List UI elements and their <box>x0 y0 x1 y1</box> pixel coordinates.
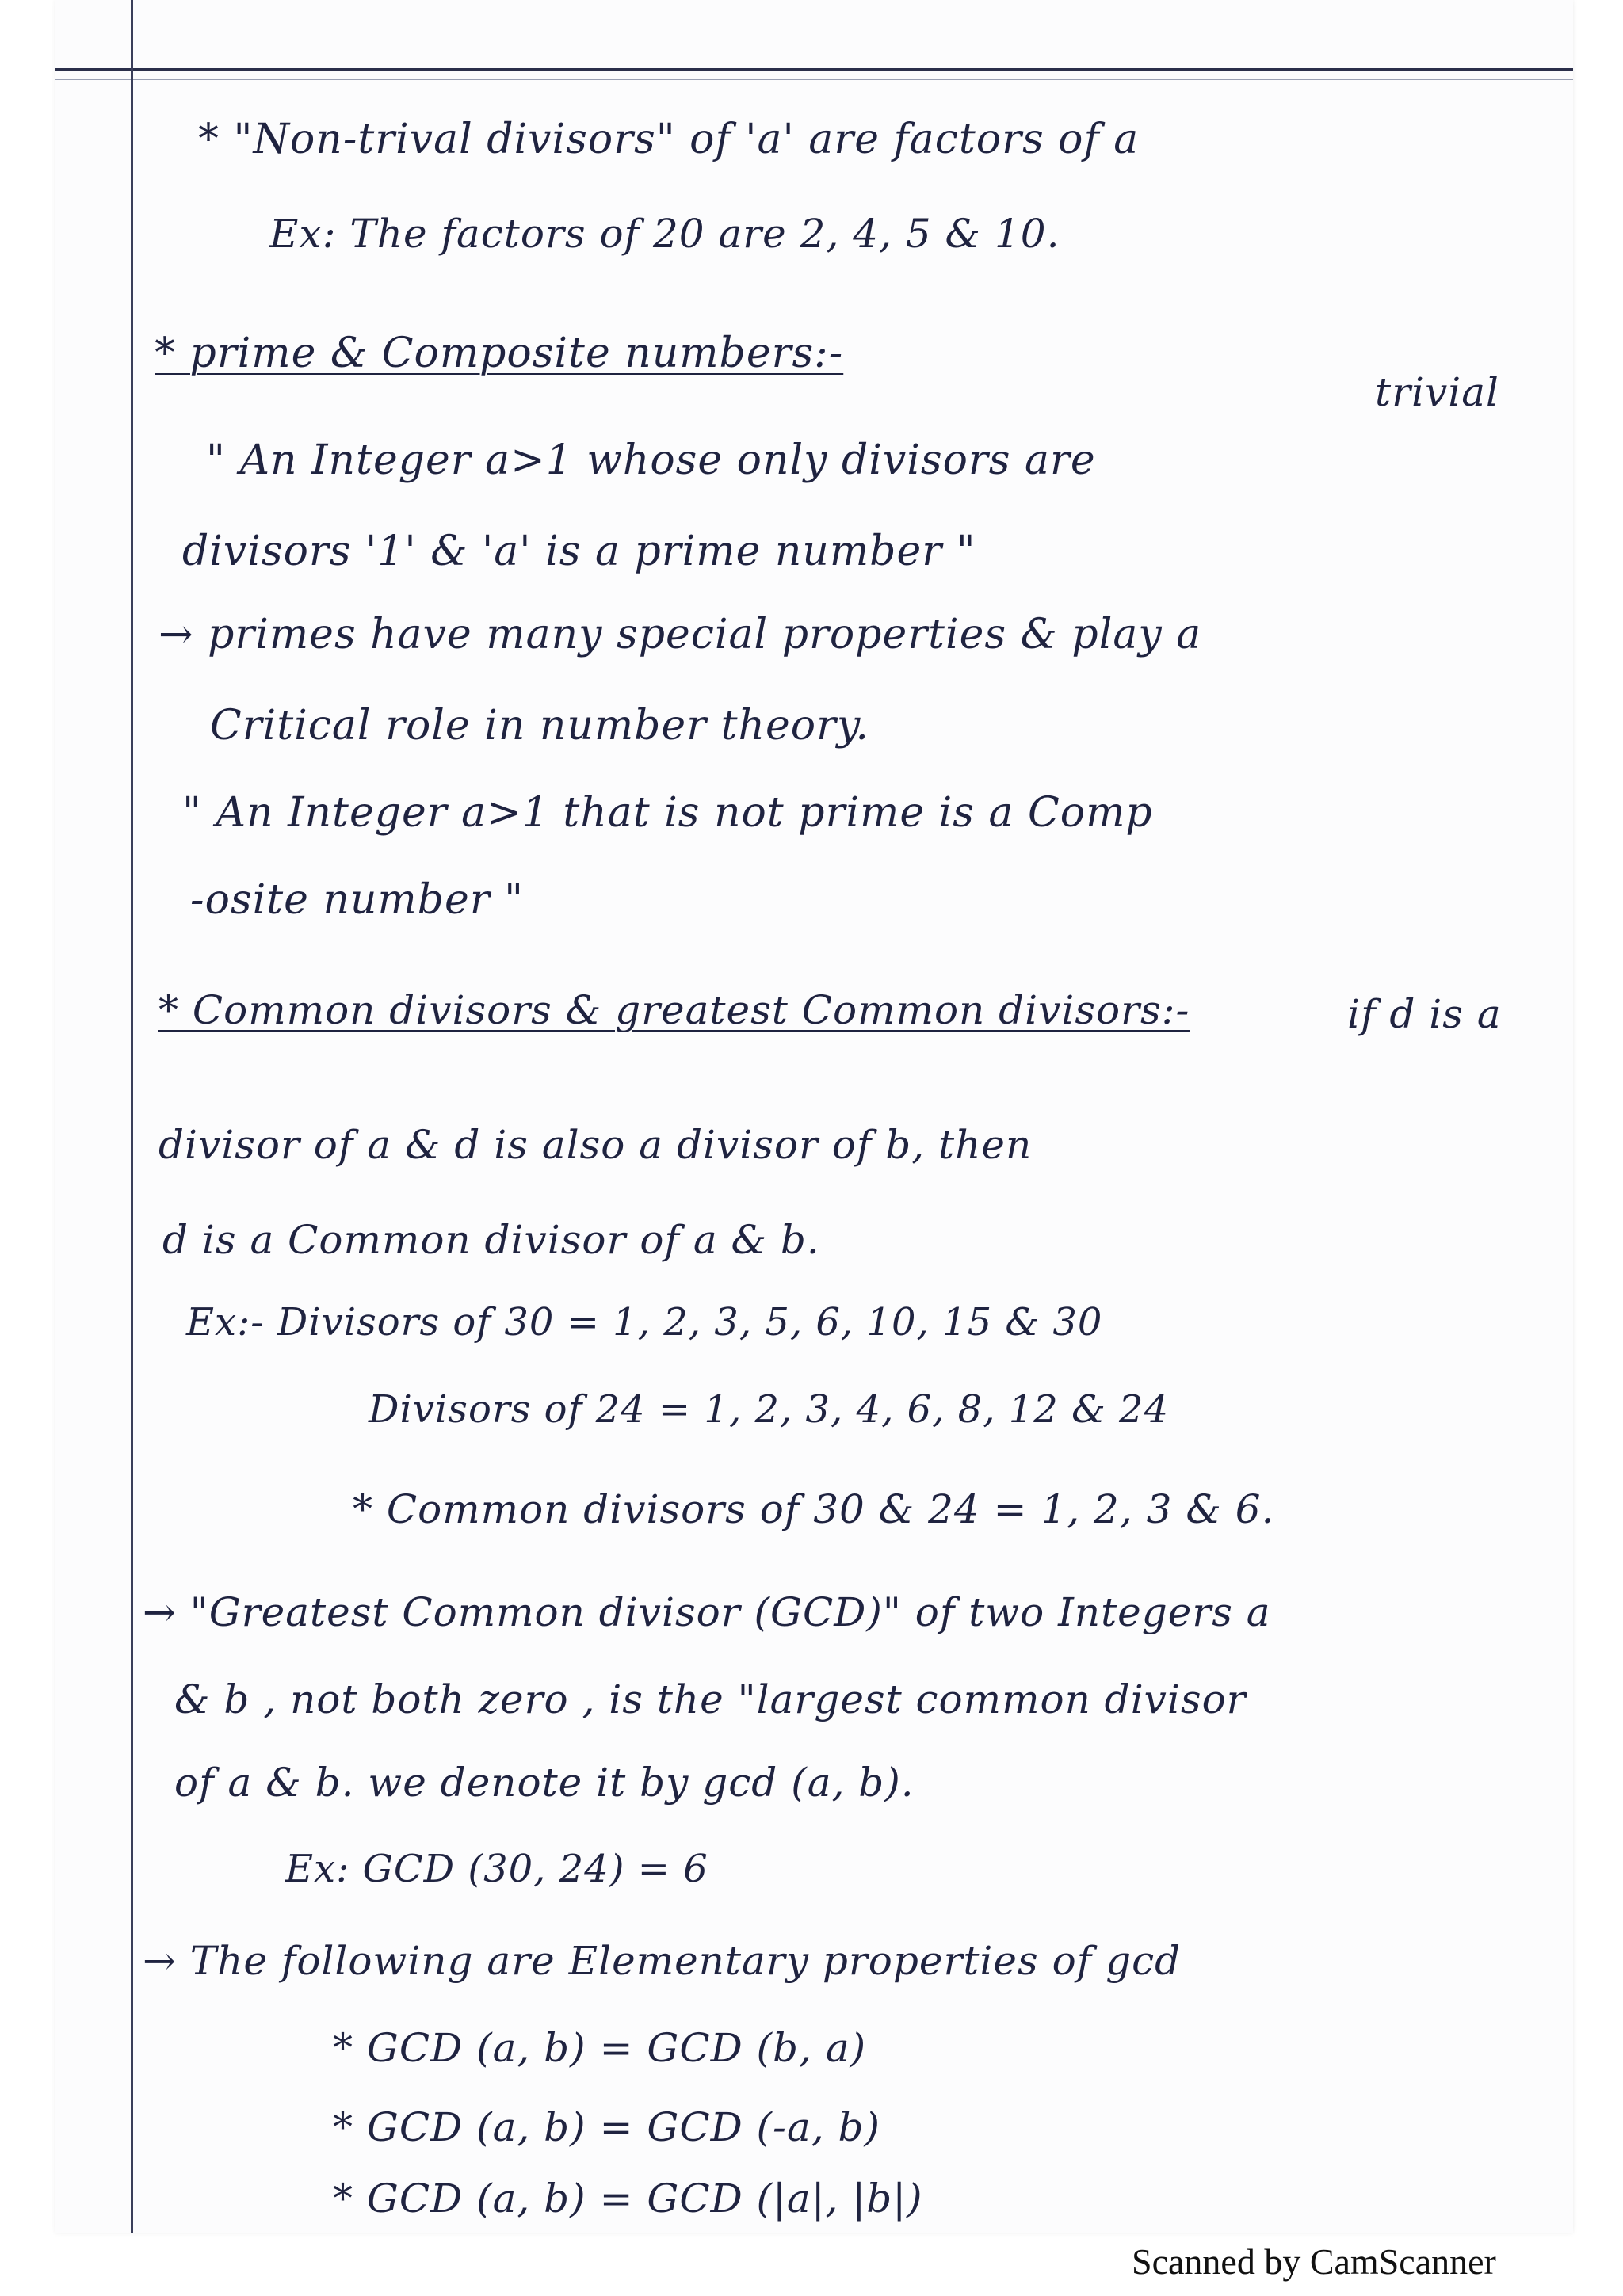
line-trivial-word: trivial <box>1375 369 1500 415</box>
line-composite-definition-1: " An Integer a>1 that is not prime is a Comp <box>182 789 1153 837</box>
line-divisors-30: Ex:- Divisors of 30 = 1, 2, 3, 5, 6, 10, 15 & 30 <box>186 1300 1103 1344</box>
line-gcd-definition-2: & b , not both zero , is the "largest common divisor <box>174 1676 1247 1722</box>
line-prime-definition-1: " An Integer a>1 whose only divisors are <box>206 437 1096 484</box>
top-rule-faint-line <box>55 79 1573 80</box>
line-divisors-24: Divisors of 24 = 1, 2, 3, 4, 6, 8, 12 & 24 <box>369 1387 1170 1432</box>
line-gcd-example: Ex: GCD (30, 24) = 6 <box>285 1847 708 1891</box>
line-if-d-is-a: if d is a <box>1347 991 1502 1037</box>
line-divisor-of-a-and-b: divisor of a & d is also a divisor of b, then <box>158 1122 1033 1168</box>
line-common-divisors-30-24: * Common divisors of 30 & 24 = 1, 2, 3 & 6. <box>353 1486 1275 1532</box>
line-gcd-definition-1: → "Greatest Common divisor (GCD)" of two Integers a <box>143 1589 1271 1635</box>
line-gcd-property-3: * GCD (a, b) = GCD (|a|, |b|) <box>333 2176 923 2222</box>
line-gcd-properties-intro: → The following are Elementary properties of gcd <box>143 1938 1182 1984</box>
line-gcd-property-2: * GCD (a, b) = GCD (-a, b) <box>333 2104 881 2150</box>
scanner-watermark: Scanned by CamScanner <box>1132 2241 1496 2282</box>
margin-line <box>131 0 133 2233</box>
line-critical-role: Critical role in number theory. <box>210 702 869 749</box>
line-nontrivial-divisors: * "Non-trival divisors" of 'a' are factors of a <box>198 116 1140 163</box>
line-example-factors-20: Ex: The factors of 20 are 2, 4, 5 & 10. <box>269 211 1060 257</box>
heading-common-gcd: * Common divisors & greatest Common divisors:- <box>158 987 1190 1033</box>
line-gcd-notation: of a & b. we denote it by gcd (a, b). <box>174 1760 915 1806</box>
line-composite-definition-2: -osite number " <box>190 876 525 924</box>
line-gcd-property-1: * GCD (a, b) = GCD (b, a) <box>333 2025 867 2071</box>
line-common-divisor-def: d is a Common divisor of a & b. <box>162 1217 820 1263</box>
line-prime-definition-2: divisors '1' & 'a' is a prime number " <box>182 528 976 575</box>
line-primes-properties: → primes have many special properties & play a <box>158 611 1202 658</box>
heading-prime-composite: * prime & Composite numbers:- <box>155 330 844 377</box>
top-rule-line <box>55 68 1573 71</box>
